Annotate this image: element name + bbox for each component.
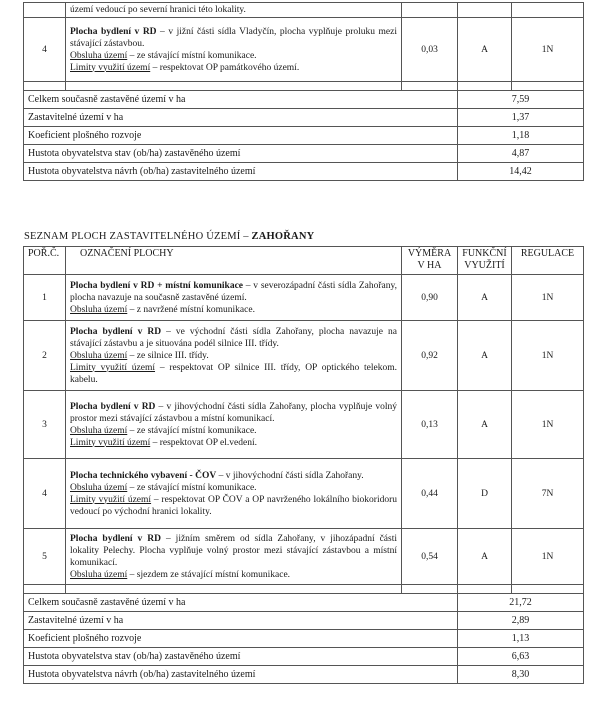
limity-label: Limity využití území [70, 494, 152, 505]
obsluha-text: – sjezdem ze stávající místní komunikace. [127, 569, 291, 580]
plot-title: Plocha bydlení v RD [70, 26, 157, 37]
summary-row [24, 666, 584, 684]
row-function: A [458, 391, 512, 459]
limity-text: – respektovat OP památkového území. [150, 62, 300, 73]
table-row [24, 321, 584, 391]
table-row [24, 529, 584, 585]
row-regulation: 1N [512, 275, 584, 321]
summary-value: 6,63 [458, 648, 584, 666]
row-function: A [458, 18, 512, 82]
obsluha-text: – ze stávající místní komunikace. [127, 482, 257, 493]
summary-row [24, 127, 584, 145]
row-description [66, 18, 402, 82]
summary-label: Celkem současně zastavěné území v ha [24, 91, 458, 109]
row-number: 1 [24, 275, 66, 321]
plot-title: Plocha bydlení v RD + místní komunikace [70, 280, 244, 291]
col-header-function: FUNKČNÍ VYUŽITÍ [458, 247, 512, 275]
obsluha-text: – z navržené místní komunikace. [127, 304, 255, 315]
summary-label: Hustota obyvatelstva návrh (ob/ha) zastavitelného území [24, 163, 458, 181]
row-number [24, 3, 66, 18]
obsluha-label: Obsluha území [70, 425, 128, 436]
summary-label: Zastavitelné území v ha [24, 612, 458, 630]
row-regulation: 1N [512, 529, 584, 585]
heading-text: SEZNAM PLOCH ZASTAVITELNÉHO ÚZEMÍ – [24, 231, 252, 242]
plot-desc: – v jižní části sídla Vladyčín, plocha vyplňuje proluku mezi stávající zástavbou. [70, 26, 397, 49]
plot-title: Plocha bydlení v RD [70, 326, 162, 337]
row-regulation: 1N [512, 321, 584, 391]
row-function: A [458, 275, 512, 321]
row-description: území vedoucí po severní hranici této lokality. [66, 3, 402, 18]
table-row [24, 459, 584, 529]
summary-row [24, 648, 584, 666]
obsluha-label: Obsluha území [70, 50, 128, 61]
summary-row [24, 594, 584, 612]
row-description [66, 275, 402, 321]
obsluha-label: Obsluha území [70, 569, 128, 580]
row-area: 0,90 [402, 275, 458, 321]
obsluha-label: Obsluha území [70, 304, 128, 315]
obsluha-label: Obsluha území [70, 350, 128, 361]
summary-value: 14,42 [458, 163, 584, 181]
table-row [24, 18, 584, 82]
obsluha-text: – ze stávající místní komunikace. [127, 50, 257, 61]
col-header-name: OZNAČENÍ PLOCHY [66, 247, 402, 275]
limity-label: Limity využití území [70, 62, 151, 73]
summary-value: 21,72 [458, 594, 584, 612]
row-area: 0,92 [402, 321, 458, 391]
table-row [24, 275, 584, 321]
limity-label: Limity využití území [70, 437, 151, 448]
limity-text: – respektovat OP el.vedení. [150, 437, 257, 448]
obsluha-label: Obsluha území [70, 482, 128, 493]
heading-locality: ZAHOŘANY [251, 231, 315, 242]
row-function: A [458, 321, 512, 391]
limity-text: – respektovat OP ČOV a OP navrženého lokálního biokoridoru vedoucí po východní hranici lokality. [70, 494, 397, 517]
header-row [24, 247, 584, 275]
row-number: 4 [24, 18, 66, 82]
row-area: 0,03 [402, 18, 458, 82]
summary-value: 1,37 [458, 109, 584, 127]
plot-title: Plocha technického vybavení - ČOV [70, 470, 217, 481]
row-number: 4 [24, 459, 66, 529]
row-area: 0,13 [402, 391, 458, 459]
summary-label: Koeficient plošného rozvoje [24, 630, 458, 648]
row-function: A [458, 529, 512, 585]
row-description [66, 391, 402, 459]
zahorany-table [23, 246, 584, 684]
row-number: 2 [24, 321, 66, 391]
row-number: 3 [24, 391, 66, 459]
summary-value: 7,59 [458, 91, 584, 109]
row-regulation: 1N [512, 391, 584, 459]
summary-value: 8,30 [458, 666, 584, 684]
summary-value: 1,18 [458, 127, 584, 145]
table-row [24, 3, 584, 18]
row-area: 0,44 [402, 459, 458, 529]
row-number: 5 [24, 529, 66, 585]
row-description [66, 529, 402, 585]
plot-desc: – v jihovýchodní části sídla Zahořany. [216, 470, 364, 481]
row-regulation: 7N [512, 459, 584, 529]
plot-desc: – ve východní části sídla Zahořany, plocha navazuje na stávající zástavbu a je situována podél silnice III. třídy. [70, 326, 397, 349]
plot-desc: – v jihovýchodní části sídla Zahořany, plocha vyplňuje volný prostor mezi stávající zástavbou a místní komunikací. [70, 401, 397, 424]
summary-row [24, 145, 584, 163]
limity-text: – respektovat OP silnice III. třídy, OP optického telekom. kabelu. [70, 362, 397, 385]
summary-label: Hustota obyvatelstva stav (ob/ha) zastavěného území [24, 648, 458, 666]
summary-row [24, 630, 584, 648]
summary-label: Zastavitelné území v ha [24, 109, 458, 127]
summary-row [24, 612, 584, 630]
row-function: D [458, 459, 512, 529]
summary-label: Koeficient plošného rozvoje [24, 127, 458, 145]
summary-label: Celkem současně zastavěné území v ha [24, 594, 458, 612]
row-description [66, 321, 402, 391]
row-description [66, 459, 402, 529]
summary-row [24, 91, 584, 109]
obsluha-text: – ze silnice III. třídy. [127, 350, 209, 361]
summary-value: 1,13 [458, 630, 584, 648]
col-header-area: VÝMĚRA V HA [402, 247, 458, 275]
summary-label: Hustota obyvatelstva stav (ob/ha) zastavěného území [24, 145, 458, 163]
limity-label: Limity využití území [70, 362, 156, 373]
summary-value: 2,89 [458, 612, 584, 630]
col-header-num: POŘ.Č. [24, 247, 66, 275]
vladycin-table [23, 2, 584, 181]
summary-value: 4,87 [458, 145, 584, 163]
table-row [24, 391, 584, 459]
summary-label: Hustota obyvatelstva návrh (ob/ha) zastavitelného území [24, 666, 458, 684]
plot-title: Plocha bydlení v RD [70, 401, 156, 412]
row-area: 0,54 [402, 529, 458, 585]
section-heading [24, 231, 314, 242]
obsluha-text: – ze stávající místní komunikace. [127, 425, 257, 436]
plot-desc: – jižním směrem od sídla Zahořany, v jihozápadní části lokality Pelechy. Plocha vyplňuje volný prostor mezi stávající zástavbou a místní komunikací. [70, 533, 397, 568]
plot-title: Plocha bydlení v RD [70, 533, 161, 544]
col-header-regulation: REGULACE [512, 247, 584, 275]
summary-row [24, 109, 584, 127]
row-regulation: 1N [512, 18, 584, 82]
summary-row [24, 163, 584, 181]
plot-desc: – v severozápadní části sídla Zahořany, plocha navazuje na současně zastavěné území. [70, 280, 397, 303]
